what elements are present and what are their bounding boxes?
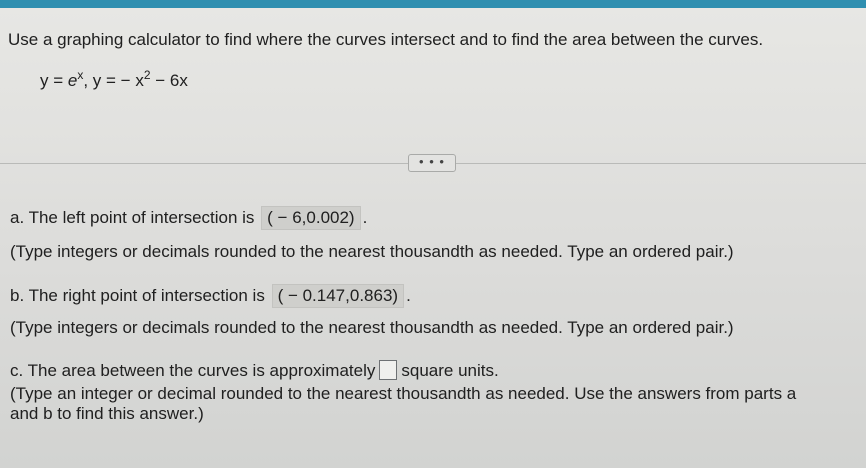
question-instruction: Use a graphing calculator to find where the curves intersect and to find the area between the curves. bbox=[8, 30, 764, 49]
part-a-hint: (Type integers or decimals rounded to the nearest thousandth as needed. Type an ordered pair.) bbox=[10, 242, 734, 261]
part-c-hint-line2: and b to find this answer.) bbox=[10, 404, 204, 423]
part-a-suffix: . bbox=[362, 208, 368, 227]
part-c-answer-input[interactable] bbox=[379, 360, 397, 380]
part-c-hint-line1: (Type an integer or decimal rounded to the nearest thousandth as needed. Use the answers from parts a bbox=[10, 384, 797, 403]
part-a-line bbox=[10, 206, 367, 230]
part-c-suffix: square units. bbox=[401, 361, 499, 380]
part-c-line bbox=[10, 360, 499, 381]
part-c-prefix: c. The area between the curves is approximately bbox=[10, 361, 376, 380]
part-b-hint: (Type integers or decimals rounded to the nearest thousandth as needed. Type an ordered pair.) bbox=[10, 318, 734, 337]
part-a-prefix: a. The left point of intersection is bbox=[10, 208, 255, 227]
top-accent-bar bbox=[0, 0, 866, 8]
part-b-prefix: b. The right point of intersection is bbox=[10, 286, 265, 305]
equation-separator: , y = − x bbox=[83, 71, 144, 90]
part-b-answer-field[interactable]: ( − 0.147,0.863) bbox=[272, 284, 405, 308]
equation-y2-rest: − 6x bbox=[150, 71, 188, 90]
equation-y1-base: e bbox=[67, 71, 78, 90]
equation-y1-lhs: y = bbox=[40, 71, 68, 90]
part-a-answer-field[interactable]: ( − 6,0.002) bbox=[261, 206, 360, 230]
equation-y2-exponent: 2 bbox=[143, 68, 151, 82]
part-b-suffix: . bbox=[406, 286, 411, 305]
more-options-button[interactable]: • • • bbox=[408, 154, 456, 172]
equation bbox=[40, 68, 188, 91]
part-b-line bbox=[10, 284, 411, 308]
equation-y1-exponent: x bbox=[77, 68, 84, 82]
